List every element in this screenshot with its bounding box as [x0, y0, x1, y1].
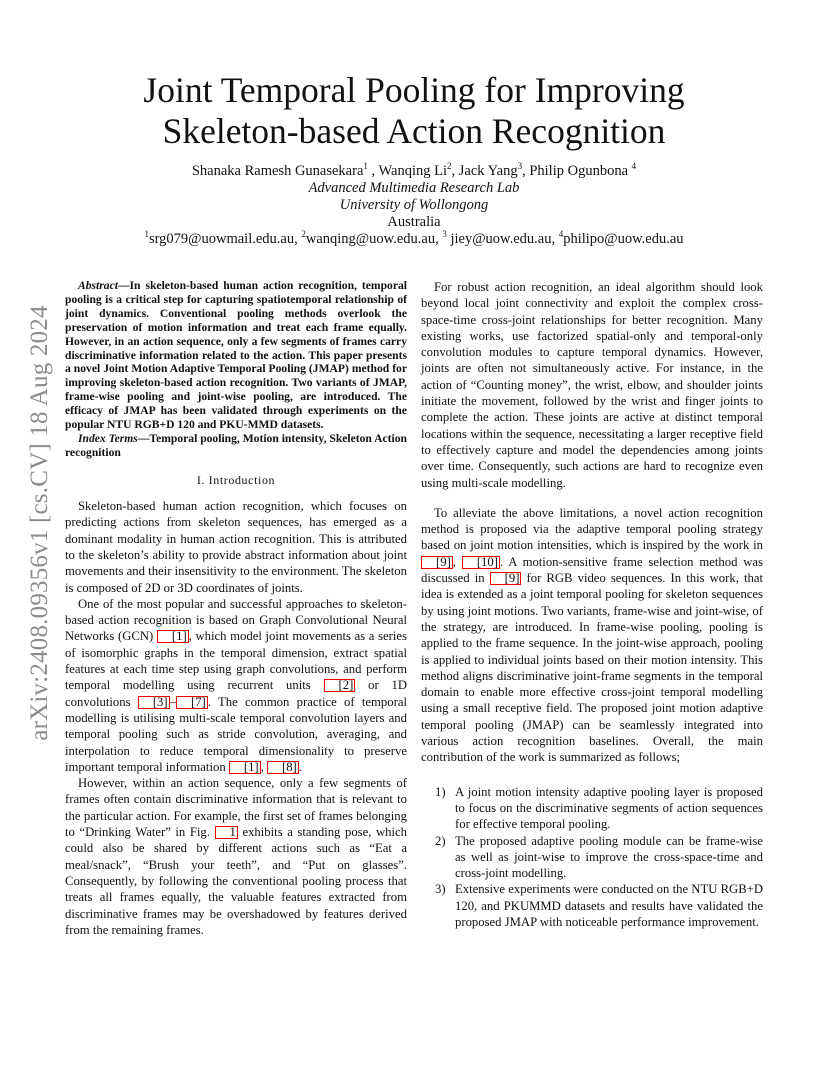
author-3: Jack Yang — [458, 163, 518, 179]
citation-link[interactable]: [2] — [324, 679, 356, 692]
right-column — [421, 279, 763, 930]
email-4: philipo@uow.edu.au — [563, 231, 684, 247]
email-1: srg079@uowmail.edu.au, — [148, 231, 302, 247]
contribution-item — [421, 881, 763, 930]
text-run: or 1D convolutions — [65, 678, 407, 709]
author-names — [90, 163, 738, 180]
contribution-list — [421, 784, 763, 931]
citation-link[interactable]: [9] — [490, 572, 522, 585]
author-3-sup: 3 — [517, 161, 523, 172]
author-sep: , — [451, 163, 459, 179]
text-run: exhibits a standing pose, which could also be shared by different actions such as “Eat a meal/snack”, “Brush your teeth”, and “Put on glasses”. Consequently, by following the conventional pooling process that treats all frames equally, the valuable features extracted from discriminative frames may be overshadowed by features derived from the remaining frames. — [65, 825, 407, 937]
author-emails — [90, 231, 738, 248]
author-4: Philip Ogunbona — [529, 163, 632, 179]
email-2: wanqing@uow.edu.au, — [305, 231, 443, 247]
index-terms-text: —Temporal pooling, Motion intensity, Skeleton Action recognition — [65, 431, 407, 459]
citation-link[interactable]: [7] — [176, 696, 208, 709]
citation-link[interactable]: [8] — [267, 761, 299, 774]
email-4-sup: 4 — [558, 229, 564, 240]
figure-link[interactable]: 1 — [215, 826, 238, 839]
author-2-sup: 2 — [447, 161, 452, 172]
list-number: 1) — [435, 784, 446, 799]
contribution-item — [421, 784, 763, 833]
abstract-label: Abstract — [78, 279, 118, 292]
citation-link[interactable]: [9] — [421, 556, 453, 569]
email-1-sup: 1 — [144, 229, 149, 240]
list-number: 3) — [435, 882, 446, 897]
text-run: One of the most popular and successful approaches to skeleton-based action recognition is based on Graph Convolutional Neural Networks (GCN) — [65, 596, 407, 644]
contribution-text: Extensive experiments were conducted on the NTU RGB+D 120, and PKUMMD datasets and results have validated the proposed JMAP with noticeable performance improvement. — [455, 882, 763, 929]
arxiv-identifier-stamp — [20, 285, 60, 760]
affiliation-lab: Advanced Multimedia Research Lab — [308, 180, 520, 196]
index-terms — [65, 432, 407, 460]
email-2-sup: 2 — [301, 229, 306, 240]
text-run: , — [260, 759, 267, 774]
abstract-text: —In skeleton-based human action recognition, temporal pooling is a critical step for capturing spatiotemporal relationship of joint dynamics. Conventional pooling methods overlook the preservation of motion information and treat each frame equally. However, in an action sequence, only a few segments of frames carry discriminative information related to the action. This paper presents a novel Joint Motion Adaptive Temporal Pooling (JMAP) method for improving skeleton-based action recognition. Two variants of JMAP, frame-wise pooling and joint-wise pooling, are introduced. The efficacy of JMAP has been validated through experiments on the popular NTU RGB+D 120 and PKU-MMD datasets. — [65, 279, 407, 432]
author-sep: , — [522, 163, 530, 179]
intro-paragraph-3 — [65, 775, 407, 938]
intro-paragraph-1: Skeleton-based human action recognition, which focuses on predicting actions from skeleton sequences, has emerged as a dominant modality in human action recognition. This is attributed to the skeleton’s ability to provide abstract information about joint movements and their insensitivity to the environment. The skeleton is composed of 2D or 3D coordinates of joints. — [65, 499, 407, 595]
author-2: Wanqing Li — [378, 163, 448, 179]
contribution-text: The proposed adaptive pooling module can be frame-wise as well as joint-wise to improve the cross-space-time and cross-joint modelling. — [455, 833, 763, 881]
author-4-sup: 4 — [631, 161, 637, 172]
right-paragraph-2 — [421, 505, 763, 766]
text-run: , which model joint movements as a series of isomorphic graphs in the temporal dimension, extract spatial features at each time step using graph convolutions, and perform temporal modelling using recurrent units — [65, 629, 407, 693]
text-run: , — [452, 554, 462, 569]
text-run: . — [298, 759, 302, 774]
affiliation-university: University of Wollongong — [339, 197, 489, 213]
author-1-sup: 1 — [363, 161, 368, 172]
author-1: Shanaka Ramesh Gunasekara — [191, 163, 364, 179]
intro-paragraph-2 — [65, 596, 407, 775]
affiliation-country: Australia — [387, 214, 441, 230]
author-sep: , — [367, 163, 379, 179]
citation-link[interactable]: [10] — [462, 556, 500, 569]
text-run: . The common practice of temporal modelling is utilising multi-scale temporal convolution layers and temporal pooling such as stride convolution, averaging, and interpolation to reduce temporal dimensionality to preserve important temporal information — [65, 694, 407, 774]
email-3: jiey@uow.edu.au, — [446, 231, 559, 247]
contribution-text: A joint motion intensity adaptive pooling layer is proposed to focus on the discriminative segments of action sequences for effective temporal pooling. — [455, 784, 763, 832]
paragraph-gap — [421, 491, 763, 505]
index-terms-label: Index Terms — [78, 431, 138, 445]
text-run: To alleviate the above limitations, a novel action recognition method is proposed via the adaptive temporal pooling strategy based on joint motion intensities, which is inspired by the work in — [421, 505, 763, 553]
abstract — [65, 279, 407, 460]
contribution-item — [421, 833, 763, 882]
list-number: 2) — [435, 833, 446, 848]
left-column — [65, 279, 407, 938]
text-run: However, within an action sequence, only a few segments of frames often contain discriminative information that is relevant to the particular action. For example, the first set of frames belonging to “Drinking Water” in Fig. — [65, 776, 407, 840]
text-run: . A motion-sensitive frame selection method was discussed in — [421, 554, 763, 586]
email-3-sup: 3 — [442, 229, 447, 240]
title-line-2: Skeleton-based Action Recognition — [162, 111, 666, 151]
author-block — [90, 163, 738, 248]
paper-title — [90, 70, 738, 152]
right-paragraph-1: For robust action recognition, an ideal algorithm should look beyond local joint connectivity and exploit the complex cross-space-time cross-joint relationships for better recognition. Many existing works, use factorized spatial-only and temporal-only convolution modules to capture temporal dynamics. However, joints are often not simultaneously active. For instance, in the action of “Counting money”, the wrist, elbow, and shoulder joints initiate the movement, followed by the wrist and finger joints to complete the action. These joints are active at distinct temporal locations within the sequence, necessitating a larger receptive field to effectively capture and model the dependencies among joints over time. Consequently, such actions are hard to recognize even using multi-scale modelling. — [421, 280, 763, 490]
arxiv-identifier-text: arXiv:2408.09356v1 [cs.CV] 18 Aug 2024 — [26, 304, 53, 741]
text-run: for RGB video sequences. In this work, that idea is extended as a joint temporal pooling for skeleton sequences by using joint motions. Two variants, frame-wise and joint-wise, of the strategy, are introduced. In frame-wise pooling, pooling is applied to the frame sequence. In the joint-wise approach, pooling is applied to individual joints based on their motion intensity. This method aligns discriminative joint-frame segments in the temporal domain to enable more effective cross-joint temporal modelling using a small receptive field. The proposed joint motion adaptive temporal pooling (JMAP) can be seamlessly integrated into various action recognition baselines. Overall, the main contribution of the work is summarized as follows; — [421, 571, 763, 765]
title-line-1: Joint Temporal Pooling for Improving — [143, 70, 685, 110]
text-run: – — [169, 694, 176, 709]
citation-link[interactable]: [1] — [157, 630, 189, 643]
citation-link[interactable]: [1] — [229, 761, 261, 774]
abstract-paragraph — [65, 279, 407, 432]
section-heading-introduction: I. Introduction — [196, 472, 276, 487]
citation-link[interactable]: [3] — [138, 696, 170, 709]
